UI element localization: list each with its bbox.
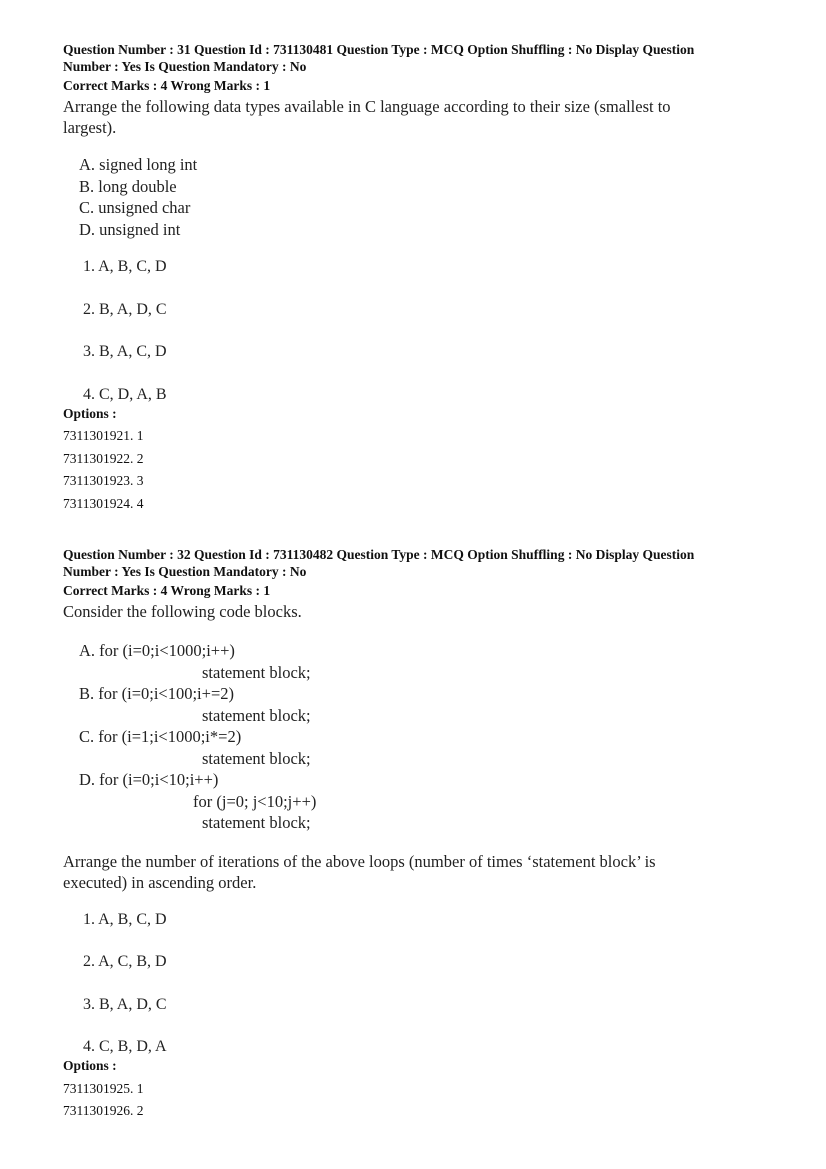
question-meta-line: Question Number : 32 Question Id : 731130482 Question Type : MCQ Option Shuffling : No Display Question: [63, 547, 695, 562]
code-line: for (j=0; j<10;j++): [193, 791, 317, 811]
marks-line: Correct Marks : 4 Wrong Marks : 1: [63, 78, 271, 93]
list-item: B. long double: [79, 176, 177, 196]
code-line: statement block;: [202, 813, 311, 832]
answer-choice-4: 4. C, B, D, A: [83, 1038, 167, 1055]
options-heading: Options :: [63, 1058, 117, 1073]
option-id: 7311301925. 1: [63, 1080, 144, 1096]
code-line: D. for (i=0;i<10;i++): [79, 770, 219, 789]
list-item: D. unsigned int: [79, 219, 181, 239]
answer-choices: [83, 909, 763, 1058]
question-stem: Consider the following code blocks.: [63, 602, 302, 621]
option-id: 7311301924. 4: [63, 495, 144, 511]
option-id: 7311301923. 3: [63, 473, 144, 488]
answer-choices: [83, 256, 763, 405]
code-line: C. for (i=1;i<1000;i*=2): [79, 727, 242, 746]
option-id: 7311301922. 2: [63, 450, 144, 466]
question-stem: [63, 96, 763, 138]
list-item: A. signed long int: [79, 155, 198, 174]
question-stem-line: largest).: [63, 118, 117, 137]
answer-choice-2: 2. A, C, B, D: [83, 953, 167, 970]
question-block-32: [63, 547, 763, 1119]
answer-choice-3: 3. B, A, D, C: [83, 995, 167, 1013]
question-meta-line: Number : Yes Is Question Mandatory : No: [63, 563, 307, 579]
answer-choice-1: 1. A, B, C, D: [83, 258, 167, 275]
marks-line: Correct Marks : 4 Wrong Marks : 1: [63, 583, 271, 598]
question-block-31: [63, 42, 763, 512]
answer-choice-2: 2. B, A, D, C: [83, 300, 167, 318]
code-blocks: [79, 640, 763, 834]
code-line: statement block;: [202, 662, 311, 682]
option-id: 7311301921. 1: [63, 428, 144, 443]
answer-choice-1: 1. A, B, C, D: [83, 910, 167, 928]
code-line: statement block;: [202, 748, 311, 768]
options-heading: Options :: [63, 405, 117, 421]
question-instruction: [63, 851, 763, 893]
question-meta-line: Question Number : 31 Question Id : 731130481 Question Type : MCQ Option Shuffling : No Display Question: [63, 42, 695, 57]
code-line: A. for (i=0;i<1000;i++): [79, 641, 235, 660]
instruction-line: executed) in ascending order.: [63, 872, 257, 892]
instruction-line: Arrange the number of iterations of the above loops (number of times ‘statement block’ is: [63, 851, 656, 871]
question-meta-line: Number : Yes Is Question Mandatory : No: [63, 58, 307, 74]
option-id: 7311301926. 2: [63, 1103, 144, 1118]
question-stem-line: Arrange the following data types available in C language according to their size (smallest to: [63, 97, 671, 116]
code-line: statement block;: [202, 705, 311, 725]
datatype-list: [79, 154, 763, 240]
answer-choice-4: 4. C, D, A, B: [83, 385, 167, 403]
answer-choice-3: 3. B, A, C, D: [83, 343, 167, 360]
code-line: B. for (i=0;i<100;i+=2): [79, 684, 235, 703]
list-item: C. unsigned char: [79, 198, 191, 217]
